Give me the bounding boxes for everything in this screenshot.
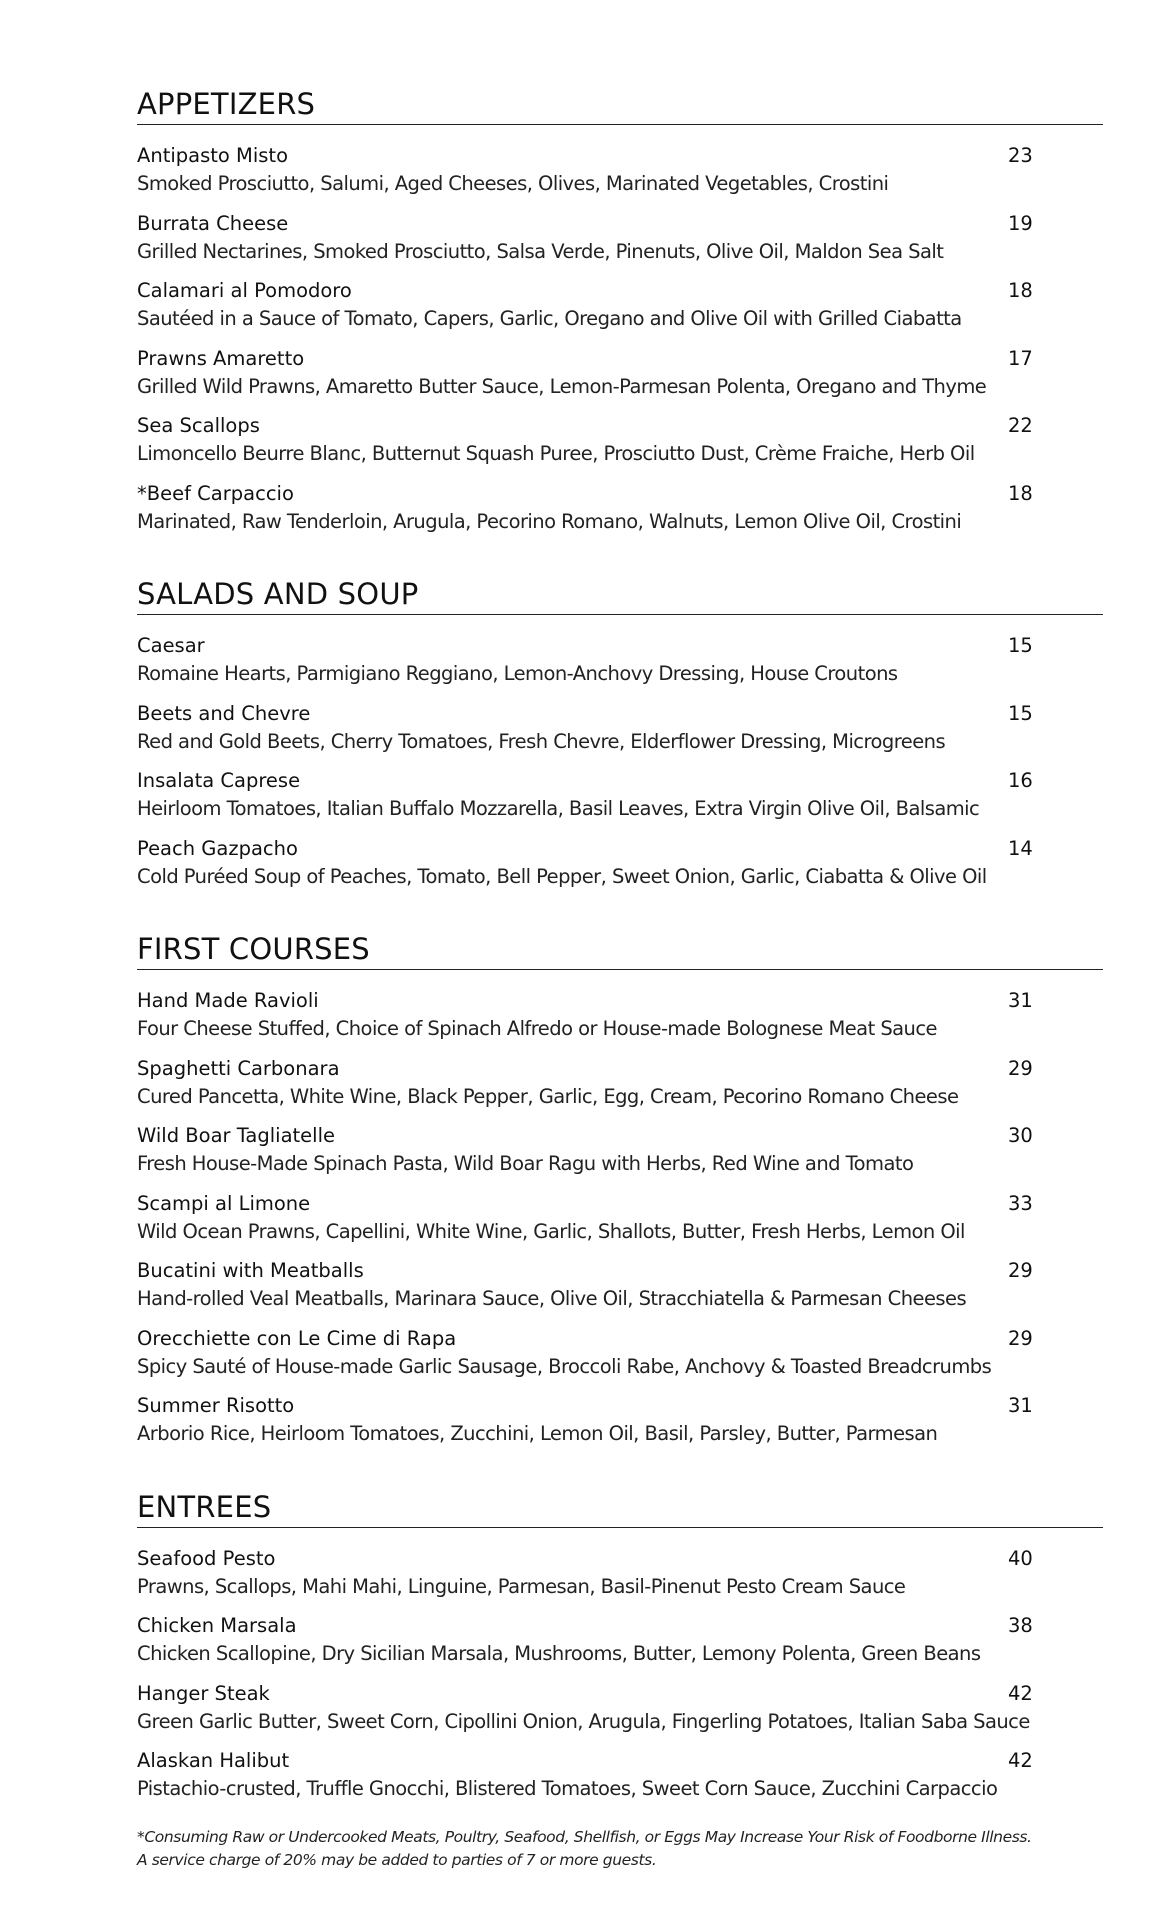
section-title: SALADS AND SOUP (137, 577, 419, 611)
item-name: Peach Gazpacho (137, 836, 298, 860)
item-price: 31 (1008, 989, 1033, 1012)
item-description: Cold Puréed Soup of Peaches, Tomato, Bell Pepper, Sweet Onion, Garlic, Ciabatta & Olive Oil (137, 864, 987, 888)
item-description: Red and Gold Beets, Cherry Tomatoes, Fresh Chevre, Elderflower Dressing, Microgreens (137, 729, 946, 753)
item-price: 42 (1008, 1681, 1033, 1705)
item-description: Grilled Wild Prawns, Amaretto Butter Sauce, Lemon-Parmesan Polenta, Oregano and Thyme (137, 374, 987, 398)
item-description: Limoncello Beurre Blanc, Butternut Squash Puree, Prosciutto Dust, Crème Fraiche, Herb Oil (137, 442, 975, 465)
item-description: Pistachio-crusted, Truffle Gnocchi, Blistered Tomatoes, Sweet Corn Sauce, Zucchini Carpaccio (137, 1777, 998, 1800)
item-price: 14 (1008, 836, 1033, 860)
menu-item (137, 1748, 1103, 1816)
item-name: Alaskan Halibut (137, 1749, 290, 1772)
menu-item (137, 1056, 1103, 1124)
section-salads-and-soup (137, 576, 1103, 903)
menu-item (137, 481, 1103, 549)
item-name: Spaghetti Carbonara (137, 1056, 340, 1080)
menu-item (137, 346, 1103, 414)
section-header (137, 86, 1103, 125)
section-title: FIRST COURSES (137, 932, 370, 966)
item-description: Four Cheese Stuffed, Choice of Spinach Alfredo or House-made Bolognese Meat Sauce (137, 1017, 937, 1040)
footnote-health-warning: *Consuming Raw or Undercooked Meats, Poultry, Seafood, Shellfish, or Eggs May Increase Your Risk of Foodborne Illness. (137, 1827, 1032, 1846)
item-description: Fresh House-Made Spinach Pasta, Wild Boar Ragu with Herbs, Red Wine and Tomato (137, 1152, 914, 1175)
menu-item (137, 1681, 1103, 1749)
footnote-service-charge: A service charge of 20% may be added to parties of 7 or more guests. (137, 1850, 657, 1869)
item-price: 19 (1008, 211, 1033, 235)
item-name: Scampi al Limone (137, 1191, 311, 1215)
menu-item (137, 988, 1103, 1056)
item-name: Chicken Marsala (137, 1614, 297, 1637)
item-name: Orecchiette con Le Cime di Rapa (137, 1326, 457, 1350)
item-price: 15 (1008, 701, 1033, 725)
section-first-courses (137, 931, 1103, 1461)
menu-page (137, 86, 1103, 1872)
item-name: Burrata Cheese (137, 211, 289, 235)
item-price: 38 (1008, 1614, 1033, 1637)
item-description: Cured Pancetta, White Wine, Black Pepper, Garlic, Egg, Cream, Pecorino Romano Cheese (137, 1084, 959, 1108)
item-price: 30 (1008, 1124, 1033, 1147)
menu-item (137, 211, 1103, 279)
item-description: Chicken Scallopine, Dry Sicilian Marsala, Mushrooms, Butter, Lemony Polenta, Green Beans (137, 1642, 981, 1665)
menu-item (137, 633, 1103, 701)
item-price: 29 (1008, 1259, 1033, 1282)
menu-item (137, 768, 1103, 836)
item-name: *Beef Carpaccio (137, 481, 294, 505)
item-price: 33 (1008, 1191, 1033, 1215)
section-title: ENTREES (137, 1489, 272, 1524)
item-price: 18 (1008, 481, 1033, 505)
item-name: Hanger Steak (137, 1681, 270, 1705)
section-title: APPETIZERS (137, 87, 316, 121)
item-name: Bucatini with Meatballs (137, 1259, 364, 1282)
section-header (137, 931, 1103, 970)
item-price: 17 (1008, 346, 1033, 370)
item-name: Prawns Amaretto (137, 346, 305, 370)
item-description: Hand-rolled Veal Meatballs, Marinara Sauce, Olive Oil, Stracchiatella & Parmesan Cheeses (137, 1287, 967, 1310)
menu-item (137, 413, 1103, 481)
menu-item (137, 1258, 1103, 1326)
item-name: Beets and Chevre (137, 701, 311, 725)
item-description: Heirloom Tomatoes, Italian Buffalo Mozzarella, Basil Leaves, Extra Virgin Olive Oil, Balsamic (137, 797, 980, 820)
item-name: Summer Risotto (137, 1394, 295, 1417)
item-description: Sautéed in a Sauce of Tomato, Capers, Garlic, Oregano and Olive Oil with Grilled Ciabatta (137, 307, 962, 330)
section-header (137, 576, 1103, 615)
item-name: Sea Scallops (137, 414, 260, 437)
menu-item (137, 1123, 1103, 1191)
item-price: 18 (1008, 279, 1033, 302)
item-price: 15 (1008, 634, 1033, 657)
item-description: Smoked Prosciutto, Salumi, Aged Cheeses, Olives, Marinated Vegetables, Crostini (137, 172, 889, 195)
item-name: Seafood Pesto (137, 1546, 276, 1570)
footnote (137, 1826, 1103, 1872)
item-name: Caesar (137, 634, 205, 657)
item-description: Marinated, Raw Tenderloin, Arugula, Pecorino Romano, Walnuts, Lemon Olive Oil, Crostini (137, 509, 962, 533)
item-description: Arborio Rice, Heirloom Tomatoes, Zucchini, Lemon Oil, Basil, Parsley, Butter, Parmesan (137, 1422, 938, 1445)
item-price: 16 (1008, 769, 1033, 792)
menu-item (137, 143, 1103, 211)
menu-item (137, 701, 1103, 769)
menu-item (137, 1393, 1103, 1461)
section-header (137, 1489, 1103, 1528)
item-name: Insalata Caprese (137, 769, 301, 792)
menu-item (137, 1546, 1103, 1614)
menu-item (137, 1613, 1103, 1681)
menu-item (137, 278, 1103, 346)
item-price: 22 (1008, 414, 1033, 437)
item-name: Wild Boar Tagliatelle (137, 1124, 336, 1147)
item-name: Hand Made Ravioli (137, 989, 319, 1012)
item-price: 29 (1008, 1326, 1033, 1350)
menu-item (137, 1326, 1103, 1394)
menu-item (137, 836, 1103, 904)
item-description: Spicy Sauté of House-made Garlic Sausage, Broccoli Rabe, Anchovy & Toasted Breadcrumbs (137, 1354, 992, 1378)
item-price: 31 (1008, 1394, 1033, 1417)
item-description: Wild Ocean Prawns, Capellini, White Wine, Garlic, Shallots, Butter, Fresh Herbs, Lemon Oil (137, 1219, 965, 1243)
item-description: Green Garlic Butter, Sweet Corn, Cipollini Onion, Arugula, Fingerling Potatoes, Italian Saba Sauce (137, 1709, 1030, 1733)
menu-item (137, 1191, 1103, 1259)
section-entrees (137, 1489, 1103, 1816)
item-description: Romaine Hearts, Parmigiano Reggiano, Lemon-Anchovy Dressing, House Croutons (137, 662, 898, 685)
item-description: Prawns, Scallops, Mahi Mahi, Linguine, Parmesan, Basil-Pinenut Pesto Cream Sauce (137, 1574, 906, 1598)
item-name: Calamari al Pomodoro (137, 279, 352, 302)
item-name: Antipasto Misto (137, 144, 289, 167)
item-price: 23 (1008, 144, 1033, 167)
item-price: 42 (1008, 1749, 1033, 1772)
item-price: 40 (1008, 1546, 1033, 1570)
item-price: 29 (1008, 1056, 1033, 1080)
section-appetizers (137, 86, 1103, 548)
item-description: Grilled Nectarines, Smoked Prosciutto, Salsa Verde, Pinenuts, Olive Oil, Maldon Sea Salt (137, 239, 944, 263)
